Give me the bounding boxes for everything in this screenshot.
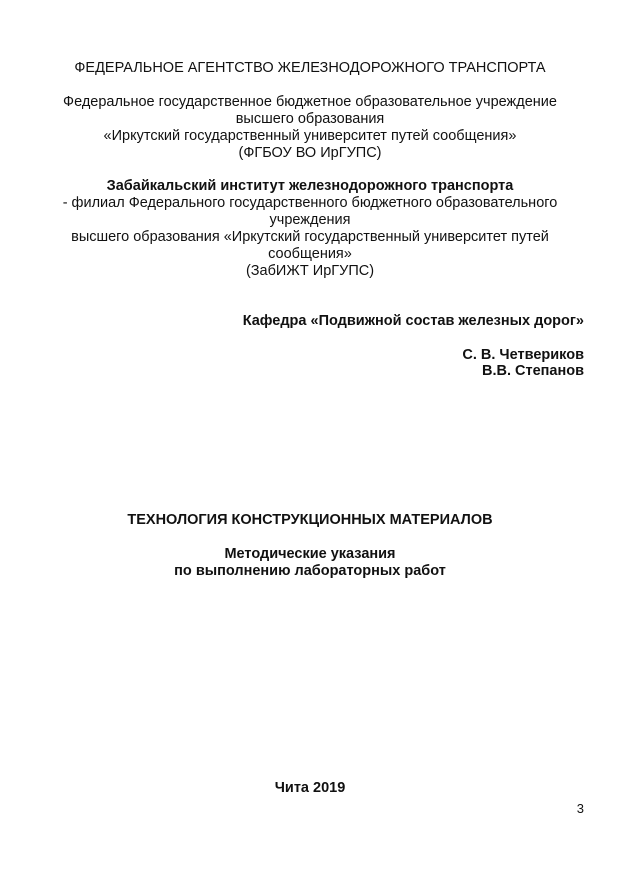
university-line: «Иркутский государственный университет путей сообщения»: [103, 128, 517, 144]
document-subtitle: по выполнению лабораторных работ: [174, 563, 446, 579]
agency-name: ФЕДЕРАЛЬНОЕ АГЕНТСТВО ЖЕЛЕЗНОДОРОЖНОГО ТРАНСПОРТА: [74, 60, 546, 76]
institute-line: учреждения: [269, 212, 351, 228]
document-subtitle: Методические указания: [224, 546, 396, 562]
institute-abbrev: (ЗабИЖТ ИрГУПС): [245, 263, 375, 279]
institute-line: сообщения»: [268, 246, 352, 262]
university-line: Федеральное государственное бюджетное образовательное учреждение: [63, 94, 557, 110]
institute-line: высшего образования «Иркутский государственный университет путей: [71, 229, 549, 245]
author-name: В.В. Степанов: [481, 363, 584, 379]
institute-line: - филиал Федерального государственного бюджетного образовательного: [62, 195, 558, 211]
page-number: 3: [576, 801, 584, 816]
institute-name: Забайкальский институт железнодорожного транспорта: [106, 178, 514, 194]
place-year: Чита 2019: [274, 780, 346, 796]
university-abbrev: (ФГБОУ ВО ИрГУПС): [238, 145, 382, 161]
author-name: С. В. Четвериков: [462, 347, 584, 363]
department-name: Кафедра «Подвижной состав железных дорог»: [242, 313, 584, 329]
university-line: высшего образования: [235, 111, 385, 127]
document-title: ТЕХНОЛОГИЯ КОНСТРУКЦИОННЫХ МАТЕРИАЛОВ: [127, 512, 493, 528]
